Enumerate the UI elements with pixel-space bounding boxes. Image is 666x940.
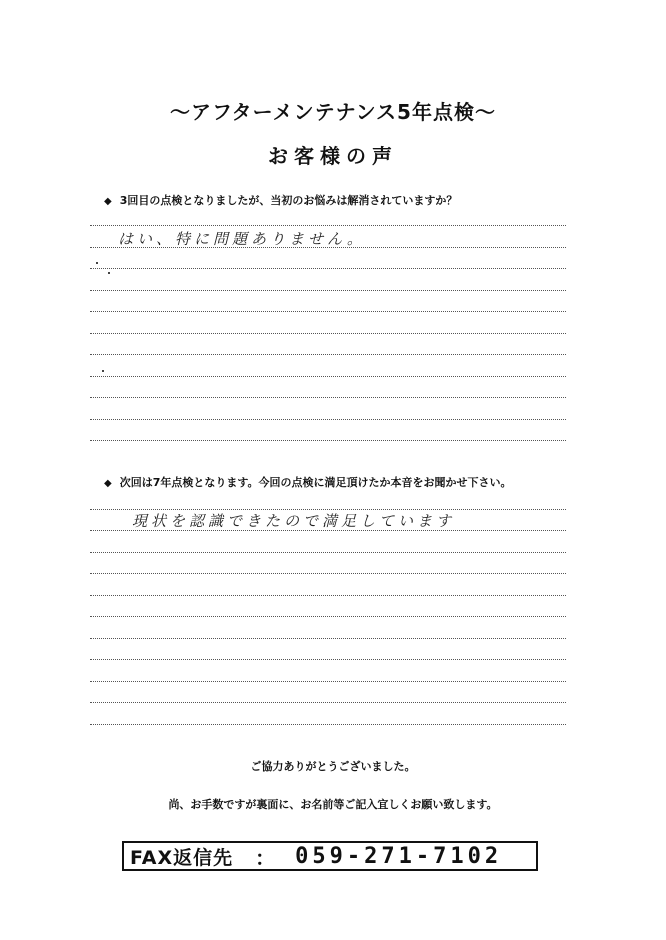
speck (108, 272, 110, 274)
speck (96, 262, 98, 264)
ruled-line (90, 573, 566, 574)
ruled-line (90, 616, 566, 617)
question-1-text: 3回目の点検となりましたが、当初のお悩みは解消されていますか？ (119, 194, 458, 207)
ruled-line (90, 333, 566, 334)
fax-box (122, 841, 538, 871)
ruled-line (90, 376, 566, 377)
ruled-line (90, 724, 566, 725)
fax-label: FAX返信先 (130, 846, 234, 869)
diamond-bullet-icon: ◆ (104, 196, 112, 207)
thanks-message: ご協力ありがとうございました。 (250, 760, 416, 773)
diamond-bullet-icon: ◆ (104, 478, 112, 489)
question-1 (104, 192, 457, 208)
fax-number: 059-271-7102 (295, 843, 503, 869)
page-title: 〜アフターメンテナンス5年点検〜 (170, 100, 496, 124)
ruled-line (90, 268, 566, 269)
ruled-line (90, 702, 566, 703)
ruled-line (90, 638, 566, 639)
ruled-line (90, 354, 566, 355)
ruled-line (90, 681, 566, 682)
answer-2-handwriting: 現状を認識できたので満足しています (132, 512, 456, 530)
ruled-line (90, 397, 566, 398)
ruled-line (90, 552, 566, 553)
page-subtitle: お客様の声 (268, 144, 398, 168)
ruled-line (90, 595, 566, 596)
question-2 (104, 474, 511, 490)
ruled-line (90, 659, 566, 660)
ruled-line (90, 311, 566, 312)
ruled-line (90, 440, 566, 441)
speck (102, 370, 104, 372)
ruled-line (90, 290, 566, 291)
ruled-line (90, 419, 566, 420)
fax-colon: ： (255, 845, 276, 870)
answer-1-handwriting: はい、特に問題ありません。 (118, 230, 366, 248)
question-2-text: 次回は7年点検となります。今回の点検に満足頂けたか本音をお聞かせ下さい。 (119, 476, 512, 489)
reverse-side-note: 尚、お手数ですが裏面に、お名前等ご記入宜しくお願い致します。 (168, 798, 498, 811)
ruled-line (90, 225, 566, 226)
